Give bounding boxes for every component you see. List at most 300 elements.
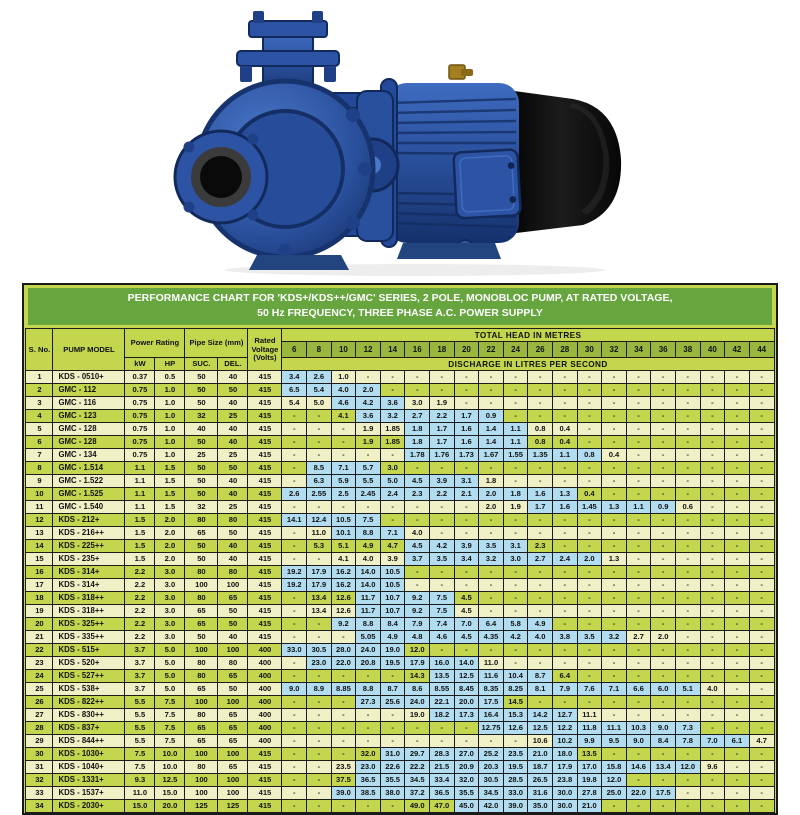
sno-cell: 2 — [26, 384, 53, 397]
discharge-cell: 1.8 — [405, 423, 430, 436]
head-metre-cell: 12 — [356, 342, 381, 358]
kw-cell: 0.75 — [125, 436, 155, 449]
discharge-cell: - — [577, 423, 602, 436]
discharge-cell: - — [626, 592, 651, 605]
discharge-cell: 2.7 — [528, 553, 553, 566]
discharge-cell: 17.9 — [307, 579, 332, 592]
head-metre-cell: 26 — [528, 342, 553, 358]
discharge-cell: - — [282, 787, 307, 800]
discharge-cell: - — [651, 605, 676, 618]
discharge-cell: 12.6 — [503, 722, 528, 735]
discharge-cell: - — [700, 488, 725, 501]
discharge-cell: - — [651, 475, 676, 488]
discharge-cell: 3.0 — [503, 553, 528, 566]
suc-cell: 65 — [185, 605, 218, 618]
discharge-cell: - — [430, 566, 455, 579]
discharge-cell: 11.8 — [577, 722, 602, 735]
del-cell: 125 — [218, 800, 248, 813]
discharge-cell: 8.25 — [503, 683, 528, 696]
head-metre-cell: 20 — [454, 342, 479, 358]
discharge-cell: - — [626, 436, 651, 449]
discharge-cell: - — [725, 540, 750, 553]
model-cell: KDS - 314+ — [53, 579, 125, 592]
discharge-cell: - — [675, 462, 700, 475]
discharge-cell: - — [675, 527, 700, 540]
discharge-cell: 1.8 — [479, 475, 504, 488]
discharge-cell: 13.4 — [307, 605, 332, 618]
discharge-cell: - — [602, 748, 627, 761]
hp-cell: 7.5 — [155, 696, 185, 709]
discharge-cell: - — [282, 423, 307, 436]
discharge-cell: - — [725, 501, 750, 514]
discharge-cell: - — [700, 748, 725, 761]
discharge-cell: - — [503, 735, 528, 748]
kw-cell: 11.0 — [125, 787, 155, 800]
volts-cell: 415 — [248, 774, 282, 787]
discharge-cell: - — [307, 631, 332, 644]
discharge-cell: 10.5 — [331, 514, 356, 527]
discharge-cell: - — [307, 800, 332, 813]
del-cell: 50 — [218, 618, 248, 631]
model-cell: KDS - 212+ — [53, 514, 125, 527]
discharge-cell: - — [577, 670, 602, 683]
discharge-cell: - — [602, 657, 627, 670]
discharge-cell: 34.5 — [479, 787, 504, 800]
model-cell: KDS - 1030+ — [53, 748, 125, 761]
discharge-cell: - — [577, 462, 602, 475]
kw-cell: 0.75 — [125, 410, 155, 423]
discharge-cell: - — [479, 592, 504, 605]
discharge-cell: 23.5 — [331, 761, 356, 774]
col-header-del: DEL. — [218, 358, 248, 371]
discharge-cell: 1.6 — [552, 501, 577, 514]
discharge-cell: 4.2 — [356, 397, 381, 410]
discharge-cell: 38.0 — [380, 787, 405, 800]
del-cell: 100 — [218, 579, 248, 592]
del-cell: 65 — [218, 709, 248, 722]
discharge-cell: 3.5 — [430, 553, 455, 566]
discharge-cell: - — [700, 436, 725, 449]
sno-cell: 22 — [26, 644, 53, 657]
discharge-cell: - — [626, 774, 651, 787]
suc-cell: 125 — [185, 800, 218, 813]
table-row — [26, 774, 774, 787]
discharge-cell: - — [749, 475, 774, 488]
hp-cell: 5.0 — [155, 657, 185, 670]
discharge-cell: - — [528, 605, 553, 618]
discharge-cell: 8.1 — [528, 683, 553, 696]
discharge-cell: 8.6 — [405, 683, 430, 696]
model-cell: GMC - 128 — [53, 423, 125, 436]
discharge-cell: - — [307, 410, 332, 423]
discharge-cell: 1.1 — [552, 449, 577, 462]
discharge-cell: - — [700, 566, 725, 579]
discharge-cell: 3.7 — [405, 553, 430, 566]
volts-cell: 415 — [248, 527, 282, 540]
discharge-cell: 4.5 — [454, 605, 479, 618]
hp-cell: 1.5 — [155, 462, 185, 475]
discharge-cell: - — [725, 592, 750, 605]
discharge-cell: - — [749, 436, 774, 449]
discharge-cell: - — [380, 670, 405, 683]
discharge-cell: - — [430, 384, 455, 397]
discharge-cell: - — [651, 488, 676, 501]
discharge-cell: - — [675, 800, 700, 813]
discharge-cell: - — [602, 696, 627, 709]
discharge-cell: - — [528, 475, 553, 488]
discharge-cell: - — [725, 800, 750, 813]
kw-cell: 3.7 — [125, 657, 155, 670]
discharge-cell: 11.7 — [356, 605, 381, 618]
discharge-cell: 12.2 — [552, 722, 577, 735]
discharge-cell: - — [307, 696, 332, 709]
discharge-cell: 5.1 — [331, 540, 356, 553]
discharge-cell: - — [675, 384, 700, 397]
discharge-cell: 36.5 — [356, 774, 381, 787]
discharge-cell: 28.3 — [430, 748, 455, 761]
discharge-cell: - — [675, 657, 700, 670]
hp-cell: 3.0 — [155, 579, 185, 592]
discharge-cell: 7.5 — [430, 592, 455, 605]
sno-cell: 10 — [26, 488, 53, 501]
discharge-cell: - — [503, 644, 528, 657]
volts-cell: 415 — [248, 371, 282, 384]
discharge-cell: - — [602, 618, 627, 631]
table-row — [26, 722, 774, 735]
discharge-cell: - — [552, 384, 577, 397]
head-metre-cell: 24 — [503, 342, 528, 358]
discharge-cell: 4.2 — [430, 540, 455, 553]
discharge-cell: - — [602, 670, 627, 683]
discharge-cell: - — [503, 657, 528, 670]
discharge-cell: 24.0 — [405, 696, 430, 709]
discharge-cell: 9.5 — [602, 735, 627, 748]
discharge-cell: 8.8 — [356, 683, 381, 696]
discharge-cell: - — [602, 371, 627, 384]
discharge-cell: - — [725, 683, 750, 696]
discharge-cell: - — [503, 475, 528, 488]
suc-cell: 32 — [185, 410, 218, 423]
discharge-cell: - — [503, 462, 528, 475]
model-cell: KDS - 216++ — [53, 527, 125, 540]
discharge-cell: - — [749, 449, 774, 462]
discharge-cell: - — [675, 566, 700, 579]
discharge-cell: 4.5 — [405, 475, 430, 488]
discharge-cell: - — [380, 501, 405, 514]
discharge-cell: - — [675, 488, 700, 501]
discharge-cell: - — [405, 735, 430, 748]
discharge-cell: - — [651, 696, 676, 709]
discharge-cell: - — [307, 501, 332, 514]
discharge-cell: - — [602, 423, 627, 436]
discharge-cell: - — [528, 696, 553, 709]
discharge-cell: - — [454, 735, 479, 748]
model-cell: KDS - 2030+ — [53, 800, 125, 813]
discharge-cell: 47.0 — [430, 800, 455, 813]
table-row — [26, 670, 774, 683]
hp-cell: 3.0 — [155, 605, 185, 618]
discharge-cell: 0.4 — [577, 488, 602, 501]
hp-cell: 5.0 — [155, 670, 185, 683]
discharge-cell: 7.4 — [430, 618, 455, 631]
discharge-cell: - — [700, 670, 725, 683]
discharge-cell: 12.4 — [307, 514, 332, 527]
discharge-cell: - — [626, 709, 651, 722]
model-cell: KDS - 830++ — [53, 709, 125, 722]
discharge-cell: 3.9 — [430, 475, 455, 488]
discharge-cell: 8.35 — [479, 683, 504, 696]
suc-cell: 80 — [185, 514, 218, 527]
discharge-cell: - — [651, 566, 676, 579]
suc-cell: 80 — [185, 566, 218, 579]
discharge-cell: - — [725, 527, 750, 540]
discharge-cell: - — [602, 488, 627, 501]
discharge-cell: 1.35 — [528, 449, 553, 462]
discharge-cell: 1.55 — [503, 449, 528, 462]
discharge-cell: - — [675, 423, 700, 436]
discharge-cell: 12.6 — [331, 592, 356, 605]
discharge-cell: 8.55 — [430, 683, 455, 696]
discharge-cell: - — [282, 722, 307, 735]
discharge-cell: - — [626, 644, 651, 657]
suc-cell: 80 — [185, 709, 218, 722]
discharge-cell: 7.1 — [380, 527, 405, 540]
discharge-cell: - — [356, 722, 381, 735]
discharge-cell: 3.5 — [577, 631, 602, 644]
discharge-cell: 28.0 — [331, 644, 356, 657]
discharge-cell: - — [725, 488, 750, 501]
suc-cell: 25 — [185, 449, 218, 462]
discharge-cell: 30.5 — [307, 644, 332, 657]
discharge-cell: 8.8 — [356, 527, 381, 540]
discharge-cell: 4.9 — [356, 540, 381, 553]
discharge-cell: 5.8 — [503, 618, 528, 631]
sno-cell: 16 — [26, 566, 53, 579]
head-metre-cell: 10 — [331, 342, 356, 358]
discharge-cell: 13.5 — [577, 748, 602, 761]
volts-cell: 400 — [248, 657, 282, 670]
table-row — [26, 553, 774, 566]
discharge-cell: - — [479, 462, 504, 475]
discharge-cell: 8.5 — [307, 462, 332, 475]
discharge-cell: 13.4 — [307, 592, 332, 605]
discharge-cell: - — [577, 397, 602, 410]
discharge-cell: - — [577, 371, 602, 384]
discharge-cell: - — [700, 800, 725, 813]
suc-cell: 65 — [185, 683, 218, 696]
discharge-cell: 2.55 — [307, 488, 332, 501]
discharge-cell: 2.0 — [479, 488, 504, 501]
volts-cell: 415 — [248, 397, 282, 410]
kw-cell: 7.5 — [125, 761, 155, 774]
discharge-cell: 1.1 — [503, 423, 528, 436]
discharge-cell: - — [356, 800, 381, 813]
discharge-cell: - — [700, 696, 725, 709]
discharge-cell: - — [282, 631, 307, 644]
discharge-cell: - — [331, 735, 356, 748]
sno-cell: 1 — [26, 371, 53, 384]
discharge-cell: - — [700, 579, 725, 592]
discharge-cell: - — [479, 735, 504, 748]
discharge-cell: - — [552, 371, 577, 384]
discharge-cell: - — [651, 618, 676, 631]
discharge-cell: - — [454, 397, 479, 410]
discharge-cell: - — [577, 566, 602, 579]
discharge-cell: 1.7 — [454, 410, 479, 423]
discharge-cell: 19.0 — [380, 644, 405, 657]
discharge-cell: - — [552, 579, 577, 592]
sno-cell: 7 — [26, 449, 53, 462]
discharge-cell: - — [675, 618, 700, 631]
model-cell: GMC - 1.540 — [53, 501, 125, 514]
kw-cell: 1.1 — [125, 488, 155, 501]
hp-cell: 2.0 — [155, 527, 185, 540]
hp-cell: 0.5 — [155, 371, 185, 384]
discharge-cell: 8.9 — [307, 683, 332, 696]
discharge-cell: - — [552, 514, 577, 527]
kw-cell: 1.1 — [125, 475, 155, 488]
del-cell: 100 — [218, 774, 248, 787]
suc-cell: 100 — [185, 644, 218, 657]
model-cell: KDS - 527++ — [53, 670, 125, 683]
discharge-cell: - — [282, 501, 307, 514]
discharge-cell: - — [749, 553, 774, 566]
discharge-cell: - — [380, 449, 405, 462]
discharge-cell: 14.3 — [405, 670, 430, 683]
hp-cell: 7.5 — [155, 722, 185, 735]
discharge-cell: 7.9 — [552, 683, 577, 696]
table-row — [26, 761, 774, 774]
discharge-cell: 1.0 — [331, 371, 356, 384]
discharge-cell: 4.0 — [331, 384, 356, 397]
discharge-cell: - — [700, 449, 725, 462]
discharge-cell: 21.0 — [528, 748, 553, 761]
suc-cell: 100 — [185, 787, 218, 800]
sno-cell: 25 — [26, 683, 53, 696]
discharge-cell: - — [528, 410, 553, 423]
discharge-cell: - — [675, 670, 700, 683]
table-row — [26, 501, 774, 514]
discharge-cell: - — [479, 644, 504, 657]
discharge-cell: - — [725, 748, 750, 761]
discharge-cell: - — [331, 670, 356, 683]
hp-cell: 1.5 — [155, 475, 185, 488]
discharge-cell: - — [282, 800, 307, 813]
head-metre-cell: 16 — [405, 342, 430, 358]
discharge-cell: 1.9 — [430, 397, 455, 410]
discharge-cell: - — [282, 462, 307, 475]
discharge-cell: 33.4 — [430, 774, 455, 787]
discharge-cell: 6.6 — [626, 683, 651, 696]
discharge-cell: - — [503, 579, 528, 592]
discharge-cell: 2.4 — [552, 553, 577, 566]
discharge-cell: - — [503, 384, 528, 397]
discharge-cell: - — [700, 644, 725, 657]
discharge-cell: - — [700, 657, 725, 670]
discharge-cell: 8.7 — [380, 683, 405, 696]
discharge-cell: - — [651, 670, 676, 683]
discharge-cell: - — [282, 410, 307, 423]
discharge-cell: 34.5 — [405, 774, 430, 787]
volts-cell: 415 — [248, 605, 282, 618]
discharge-cell: - — [405, 722, 430, 735]
discharge-cell: 16.2 — [331, 566, 356, 579]
volts-cell: 400 — [248, 722, 282, 735]
discharge-cell: 12.0 — [405, 644, 430, 657]
discharge-cell: - — [675, 579, 700, 592]
discharge-cell: - — [430, 644, 455, 657]
del-cell: 40 — [218, 475, 248, 488]
kw-cell: 5.5 — [125, 696, 155, 709]
discharge-cell: - — [749, 644, 774, 657]
hp-cell: 3.0 — [155, 631, 185, 644]
discharge-cell: - — [282, 527, 307, 540]
discharge-cell: 17.9 — [307, 566, 332, 579]
discharge-cell: - — [651, 410, 676, 423]
discharge-cell: 20.3 — [479, 761, 504, 774]
discharge-cell: - — [454, 514, 479, 527]
discharge-cell: - — [749, 410, 774, 423]
discharge-cell: - — [700, 475, 725, 488]
discharge-cell: 5.05 — [356, 631, 381, 644]
discharge-cell: 16.0 — [430, 657, 455, 670]
discharge-cell: - — [552, 605, 577, 618]
discharge-cell: - — [651, 553, 676, 566]
model-cell: KDS - 515+ — [53, 644, 125, 657]
discharge-cell: 1.7 — [528, 501, 553, 514]
suc-cell: 80 — [185, 657, 218, 670]
discharge-cell: - — [626, 670, 651, 683]
discharge-cell: - — [675, 436, 700, 449]
table-row — [26, 397, 774, 410]
discharge-cell: 1.67 — [479, 449, 504, 462]
discharge-cell: - — [577, 436, 602, 449]
discharge-cell: - — [479, 566, 504, 579]
discharge-cell: 1.6 — [454, 423, 479, 436]
discharge-cell: - — [651, 644, 676, 657]
discharge-cell: 22.2 — [405, 761, 430, 774]
del-cell: 80 — [218, 514, 248, 527]
model-cell: GMC - 128 — [53, 436, 125, 449]
discharge-cell: 4.7 — [749, 735, 774, 748]
discharge-cell: - — [454, 501, 479, 514]
discharge-cell: 17.3 — [454, 709, 479, 722]
discharge-cell: 0.6 — [675, 501, 700, 514]
del-cell: 40 — [218, 423, 248, 436]
discharge-cell: - — [602, 514, 627, 527]
discharge-cell: - — [749, 605, 774, 618]
discharge-cell: - — [552, 540, 577, 553]
discharge-cell: - — [749, 761, 774, 774]
del-cell: 40 — [218, 540, 248, 553]
volts-cell: 415 — [248, 449, 282, 462]
volts-cell: 415 — [248, 410, 282, 423]
discharge-cell: 3.4 — [454, 553, 479, 566]
discharge-cell: - — [307, 748, 332, 761]
discharge-cell: - — [749, 670, 774, 683]
discharge-cell: 30.5 — [479, 774, 504, 787]
hp-cell: 1.0 — [155, 436, 185, 449]
discharge-cell: - — [528, 657, 553, 670]
discharge-cell: 18.0 — [552, 748, 577, 761]
kw-cell: 5.5 — [125, 709, 155, 722]
model-cell: KDS - 225++ — [53, 540, 125, 553]
discharge-cell: - — [454, 462, 479, 475]
discharge-cell: 18.2 — [430, 709, 455, 722]
discharge-cell: - — [675, 774, 700, 787]
discharge-cell: - — [331, 501, 356, 514]
discharge-cell: 29.7 — [405, 748, 430, 761]
